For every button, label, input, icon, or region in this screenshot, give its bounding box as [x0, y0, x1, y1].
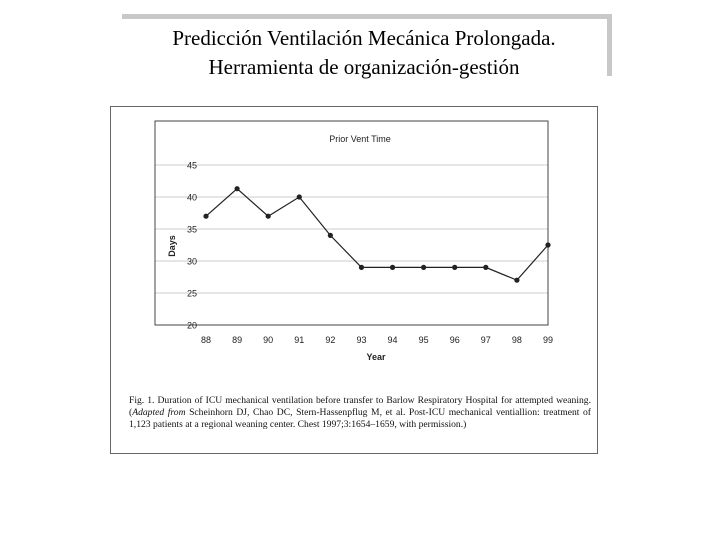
plot-area [155, 121, 548, 325]
x-tick-label: 98 [511, 335, 522, 345]
x-tick-label: 90 [263, 335, 274, 345]
data-point [483, 265, 488, 270]
caption-adapted-from: Adapted from [132, 407, 186, 419]
caption-fig-label: Fig. 1. [129, 395, 155, 406]
slide-title-line-2: Herramienta de organización-gestión [208, 55, 520, 79]
y-tick-label: 25 [186, 288, 197, 299]
data-point [452, 265, 457, 270]
data-point [514, 278, 519, 283]
data-point [234, 186, 239, 191]
x-tick-label: 91 [294, 335, 305, 345]
data-point [359, 265, 364, 270]
data-point [297, 194, 302, 199]
x-tick-label: 88 [200, 335, 212, 345]
data-point [390, 265, 395, 270]
x-tick-label: 89 [232, 335, 243, 345]
x-axis-label: Year [366, 352, 386, 362]
x-tick-label: 97 [480, 335, 491, 345]
data-point [545, 242, 550, 247]
caption-text-main: Duration of ICU mechanical ventilation before transfer to Barlow Respiratory Hospital for attempted weaning. ( [129, 395, 591, 419]
data-point [266, 214, 271, 219]
y-tick-label: 40 [186, 192, 197, 203]
data-point [421, 265, 426, 270]
data-point [203, 214, 208, 219]
x-tick-label: 95 [418, 335, 429, 345]
caption-text-ref: Scheinhorn DJ, Chao DC, Stern-Hassenpflug M, et al. Post-ICU mechanical ventiallion: treatment of 1,123 patients at a regional weaning center. Chest 1997;3:1654–1659, with permission.) [129, 407, 591, 431]
x-tick-label: 94 [387, 335, 398, 345]
figure-caption [129, 395, 591, 432]
x-tick-label: 93 [356, 335, 367, 345]
y-tick-label: 30 [186, 256, 197, 267]
y-tick-label: 45 [186, 160, 197, 171]
x-tick-label: 99 [542, 335, 554, 345]
y-tick-label: 35 [186, 224, 197, 235]
slide-title-line-1: Predicción Ventilación Mecánica Prolongada. [172, 26, 556, 50]
y-tick-label: 20 [186, 320, 197, 331]
y-axis-label: Days [167, 235, 177, 257]
series-line [206, 189, 548, 281]
x-tick-label: 92 [325, 335, 336, 345]
chart-title: Prior Vent Time [329, 134, 391, 144]
data-point [328, 233, 333, 238]
x-tick-label: 96 [449, 335, 460, 345]
